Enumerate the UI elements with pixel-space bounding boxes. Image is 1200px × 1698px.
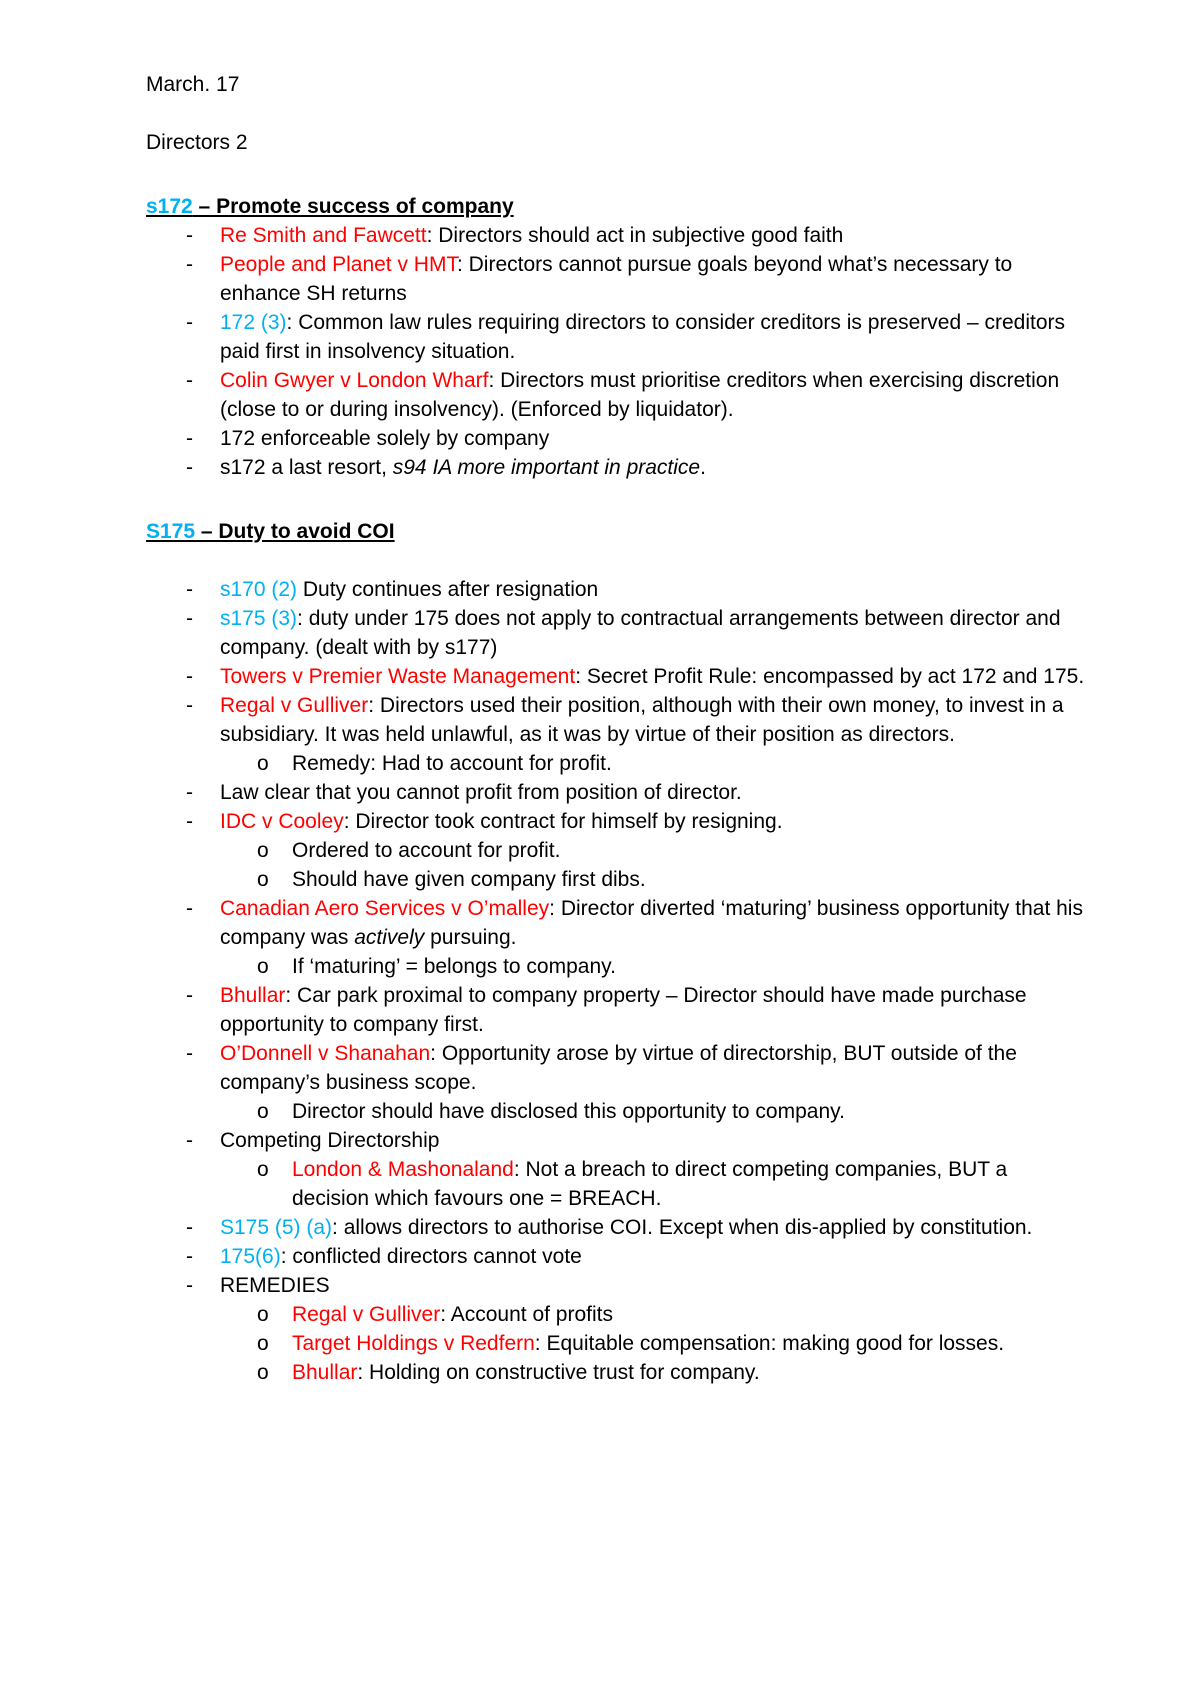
sub-list-item xyxy=(220,1358,1086,1387)
section-heading-s172 xyxy=(146,192,1086,221)
section-number: s172 xyxy=(146,195,193,218)
list-item xyxy=(146,604,1086,662)
list-item xyxy=(146,1126,1086,1213)
list-item xyxy=(146,221,1086,250)
item-text: : Opportunity arose by virtue of directorship, BUT outside of the company’s business scope. xyxy=(220,1042,1017,1094)
sub-list-item: o Remedy: Had to account for profit. xyxy=(220,749,1086,778)
case-name: IDC v Cooley xyxy=(220,810,344,833)
item-text: : Director diverted ‘maturing’ business opportunity that his company was xyxy=(220,897,1083,949)
item-text: Competing Directorship xyxy=(220,1129,440,1152)
item-text: : Directors should act in subjective good faith xyxy=(426,224,844,247)
sub-list xyxy=(220,1155,1086,1213)
page-title: Directors 2 xyxy=(146,131,248,154)
list-item xyxy=(146,1271,1086,1387)
sub-list xyxy=(220,1300,1086,1387)
list-item xyxy=(146,807,1086,894)
item-text: : Common law rules requiring directors to consider creditors is preserved – creditors paid first in insolvency situation. xyxy=(220,311,1066,363)
item-italic-text: actively xyxy=(354,926,425,949)
item-text: : Account of profits xyxy=(440,1303,613,1326)
case-name: People and Planet v HMT xyxy=(220,253,457,276)
item-text: : Holding on constructive trust for company. xyxy=(357,1361,760,1384)
item-text: : Director took contract for himself by resigning. xyxy=(343,810,783,833)
list-item xyxy=(146,1039,1086,1126)
list-item xyxy=(146,575,1086,604)
list-item xyxy=(146,250,1086,308)
sub-list-item xyxy=(220,1300,1086,1329)
case-name: Regal v Gulliver xyxy=(220,694,369,717)
sub-list-item: o If ‘maturing’ = belongs to company. xyxy=(220,952,1086,981)
list-item xyxy=(146,366,1086,424)
statute-ref: s170 (2) xyxy=(220,578,298,601)
document-page xyxy=(146,70,1086,1387)
list-item xyxy=(146,1242,1086,1271)
item-text: Duty continues after resignation xyxy=(297,578,599,601)
item-text: : conflicted directors cannot vote xyxy=(280,1245,582,1268)
item-text: : Directors used their position, although with their own money, to invest in a subsidiary. It was held unlawful, as it was by virtue of their position as directors. xyxy=(220,694,1064,746)
statute-ref: 172 (3) xyxy=(220,311,287,334)
list-item xyxy=(146,691,1086,778)
item-text: : Directors must prioritise creditors when exercising discretion (close to or during insolvency). (Enforced by liquidator). xyxy=(220,369,1060,421)
case-name: Canadian Aero Services v O’malley xyxy=(220,897,550,920)
item-text: : duty under 175 does not apply to contractual arrangements between director and company. (dealt with by s177) xyxy=(220,607,1061,659)
section-number: S175 xyxy=(146,520,196,543)
sub-list-item: o Should have given company first dibs. xyxy=(220,865,1086,894)
list-item xyxy=(146,662,1086,691)
case-name: Colin Gwyer v London Wharf xyxy=(220,369,489,392)
case-name: London & Mashonaland xyxy=(292,1158,514,1181)
statute-ref: S175 (5) (a) xyxy=(220,1216,333,1239)
item-text-tail: pursuing. xyxy=(424,926,517,949)
statute-ref: s175 (3) xyxy=(220,607,298,630)
list-item xyxy=(146,778,1086,807)
case-name: Re Smith and Fawcett xyxy=(220,224,427,247)
list-item xyxy=(146,308,1086,366)
case-name: Target Holdings v Redfern xyxy=(292,1332,535,1355)
statute-ref: 175(6) xyxy=(220,1245,281,1268)
item-text: : Car park proximal to company property – Director should have made purchase opportunity to company first. xyxy=(220,984,1027,1036)
sub-list-item xyxy=(220,1155,1086,1213)
section-heading-text: – Promote success of company xyxy=(192,195,514,218)
item-text: Law clear that you cannot profit from position of director. xyxy=(220,781,742,804)
item-text-tail: . xyxy=(700,456,706,479)
list-item xyxy=(146,453,1086,482)
section-heading-text: – Duty to avoid COI xyxy=(195,520,395,543)
item-text: : Secret Profit Rule: encompassed by act 172 and 175. xyxy=(575,665,1085,688)
section-heading-s175 xyxy=(146,517,1086,546)
item-text: 172 enforceable solely by company xyxy=(220,427,550,450)
sub-list-item: o Ordered to account for profit. xyxy=(220,836,1086,865)
case-name: O’Donnell v Shanahan xyxy=(220,1042,431,1065)
list-item xyxy=(146,1213,1086,1242)
case-name: Bhullar xyxy=(220,984,286,1007)
case-name: Regal v Gulliver xyxy=(292,1303,441,1326)
sub-list xyxy=(220,952,1086,981)
sub-list-item xyxy=(220,1329,1086,1358)
item-italic-text: s94 IA more important in practice xyxy=(392,456,701,479)
sub-list xyxy=(220,836,1086,894)
item-text: REMEDIES xyxy=(220,1274,330,1297)
list-item xyxy=(146,894,1086,981)
s175-list xyxy=(146,575,1086,1387)
date-line: March. 17 xyxy=(146,73,240,96)
list-item xyxy=(146,424,1086,453)
item-text: s172 a last resort, xyxy=(220,456,393,479)
item-text: : Not a breach to direct competing companies, BUT a decision which favours one = BREACH. xyxy=(292,1158,1008,1210)
item-text: : Equitable compensation: making good for losses. xyxy=(534,1332,1005,1355)
sub-list xyxy=(220,749,1086,778)
sub-list-item: o Director should have disclosed this opportunity to company. xyxy=(220,1097,1086,1126)
sub-list xyxy=(220,1097,1086,1126)
item-text: : allows directors to authorise COI. Except when dis-applied by constitution. xyxy=(332,1216,1033,1239)
case-name: Towers v Premier Waste Management xyxy=(220,665,576,688)
s172-list xyxy=(146,221,1086,482)
item-text: : Directors cannot pursue goals beyond what’s necessary to enhance SH returns xyxy=(220,253,1013,305)
list-item xyxy=(146,981,1086,1039)
case-name: Bhullar xyxy=(292,1361,358,1384)
